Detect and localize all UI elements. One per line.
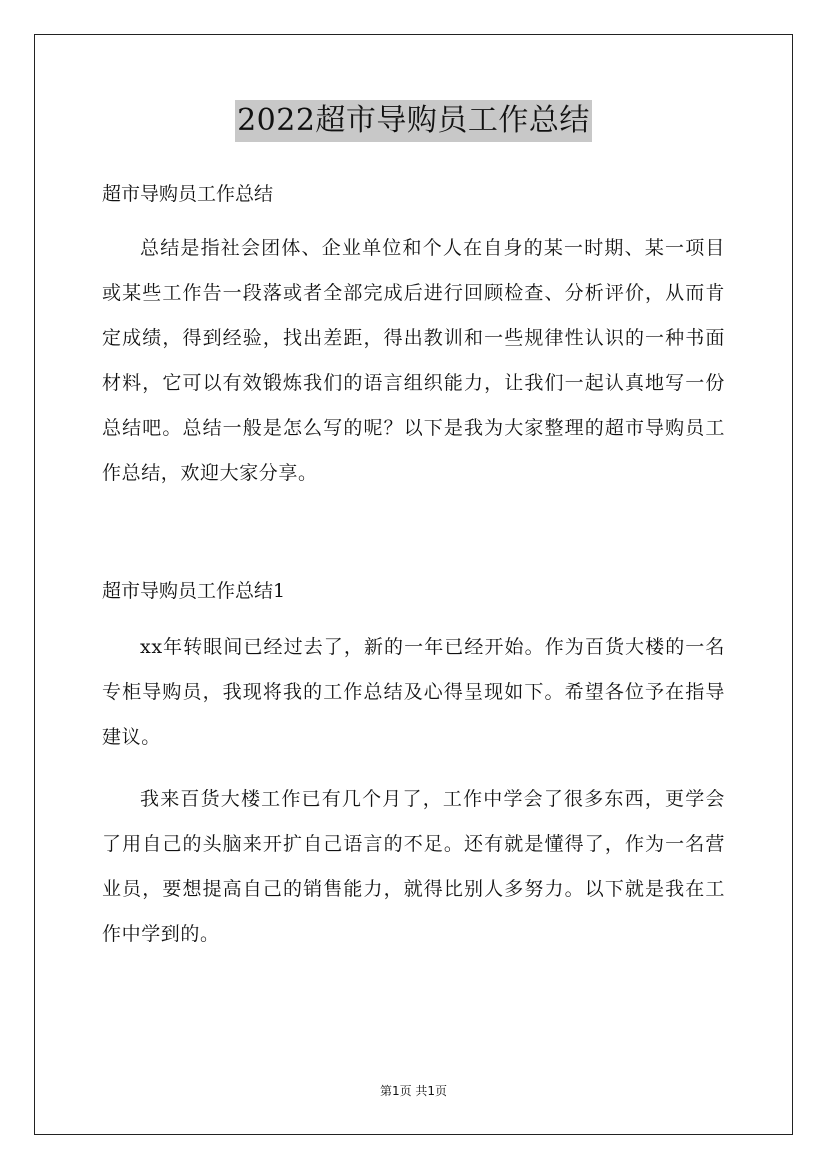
- intro-heading: 超市导购员工作总结: [102, 183, 274, 205]
- document-title-text: 2022超市导购员工作总结: [235, 100, 592, 142]
- section-1-paragraph-2: 我来百货大楼工作已有几个月了，工作中学会了很多东西，更学会了用自己的头脑来开扩自己语言的不足。还有就是懂得了，作为一名营业员，要想提高自己的销售能力，就得比别人多努力。以下就是我在工作中学到的。: [102, 788, 725, 945]
- page-footer: 第1页 共1页: [379, 1084, 448, 1098]
- section-1-heading: 超市导购员工作总结1: [102, 580, 286, 602]
- document-title: [0, 100, 827, 142]
- intro-paragraph: 总结是指社会团体、企业单位和个人在自身的某一时期、某一项目或某些工作告一段落或者全部完成后进行回顾检查、分析评价，从而肯定成绩，得到经验，找出差距，得出教训和一些规律性认识的一种书面材料，它可以有效锻炼我们的语言组织能力，让我们一起认真地写一份总结吧。总结一般是怎么写的呢？以下是我为大家整理的超市导购员工作总结，欢迎大家分享。: [102, 237, 725, 484]
- document-body: [102, 173, 725, 957]
- section-1-paragraph-1: xx年转眼间已经过去了，新的一年已经开始。作为百货大楼的一名专柜导购员，我现将我的工作总结及心得呈现如下。希望各位予在指导建议。: [102, 636, 725, 748]
